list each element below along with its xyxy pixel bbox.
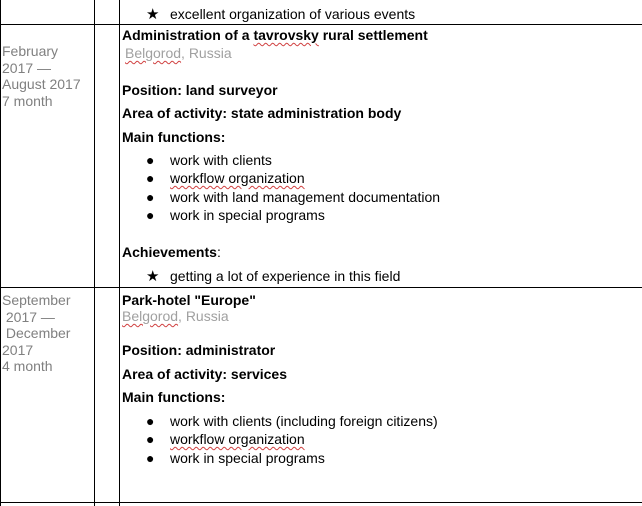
row-separator-2 [0,287,642,288]
bullet-icon: ● [146,431,155,447]
list-item: ● work in special programs [146,207,325,223]
bullet-icon: ● [146,207,155,223]
bullet-icon: ● [146,413,155,429]
list-item: ● work in special programs [146,450,325,466]
entry-1-functions-label: Main functions: [122,129,226,145]
entry-1-location: Belgorod, Russia [125,45,232,61]
list-item: ● work with land management documentation [146,189,441,205]
list-item: ● work with clients (including foreign citizens) [146,413,438,429]
achievement-item: ★ getting a lot of experience in this field [146,268,401,285]
entry-2-organization: Park-hotel "Europe" [122,292,256,308]
table-divider-1 [94,0,95,506]
star-icon: ★ [146,268,160,285]
achievement-item: ★ excellent organization of various events [146,6,416,23]
list-item: ● workflow organization [146,170,305,186]
entry-1-position: Position: land surveyor [122,82,278,98]
row-separator-1 [0,24,642,25]
list-item: ● workflow organization [146,431,305,447]
entry-1-achievements-label: Achievements: [122,244,221,260]
entry-1-area: Area of activity: state administration body [122,105,402,121]
bullet-icon: ● [146,450,155,466]
entry-2-position: Position: administrator [122,342,276,358]
entry-2-location: Belgorod, Russia [122,308,229,324]
table-divider-2 [119,0,120,506]
bullet-icon: ● [146,170,155,186]
list-item: ● work with clients [146,152,272,168]
bullet-icon: ● [146,189,155,205]
entry-2-functions-label: Main functions: [122,389,226,405]
table-border-left [0,0,1,506]
star-icon: ★ [146,6,160,23]
bullet-icon: ● [146,152,155,168]
row-separator-3 [0,502,642,503]
entry-1-dates: February 2017 — August 2017 7 month [2,43,81,109]
entry-2-area: Area of activity: services [122,366,287,382]
entry-1-organization: Administration of a tavrovsky rural settlement [122,27,428,43]
entry-2-dates: September 2017 — December 2017 4 month [2,292,71,374]
